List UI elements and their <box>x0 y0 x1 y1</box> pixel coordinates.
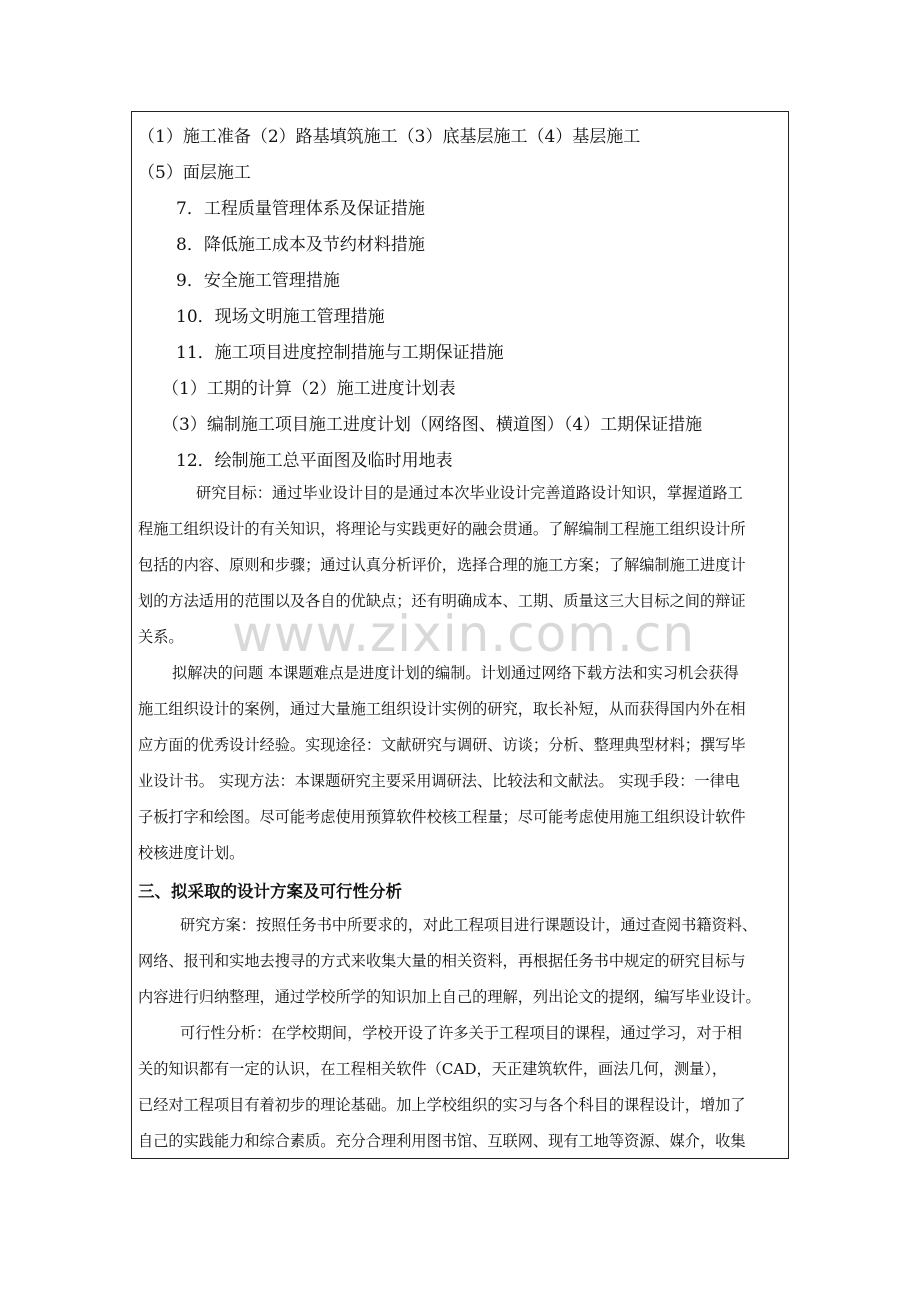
research-goal-line: 划的方法适用的范围以及各自的优缺点；还有明确成本、工期、质量这三大目标之间的辩证 <box>138 592 746 610</box>
plan-line: 网络、报刊和实地去搜寻的方式来收集大量的相关资料，再根据任务书中规定的研究目标与 <box>138 952 746 970</box>
outline-line: 10．现场文明施工管理措施 <box>176 307 385 327</box>
plan-line: 内容进行归纳整理，通过学校所学的知识加上自己的理解，列出论文的提纲，编写毕业设计。 <box>138 988 761 1006</box>
problems-line: 业设计书。 实现方法：本课题研究主要采用调研法、比较法和文献法。 实现手段：一律电 <box>138 772 740 790</box>
outline-line: 9．安全施工管理措施 <box>176 271 340 291</box>
outline-line: （1）施工准备（2）路基填筑施工（3）底基层施工（4）基层施工 <box>138 127 641 147</box>
outline-line: 11．施工项目进度控制措施与工期保证措施 <box>176 343 504 363</box>
outline-line: （3）编制施工项目施工进度计划（网络图、横道图）（4）工期保证措施 <box>162 415 703 435</box>
feasibility-line: 关的知识都有一定的认识，在工程相关软件（CAD，天正建筑软件，画法几何，测量）， <box>138 1060 728 1078</box>
problems-line: 施工组织设计的案例，通过大量施工组织设计实例的研究，取长补短，从而获得国内外在相 <box>138 700 746 718</box>
feasibility-line: 已经对工程项目有着初步的理论基础。加上学校组织的实习与各个科目的课程设计，增加了 <box>138 1096 746 1114</box>
problems-line: 子板打字和绘图。尽可能考虑使用预算软件校核工程量；尽可能考虑使用施工组织设计软件 <box>138 808 746 826</box>
outline-line: 12．绘制施工总平面图及临时用地表 <box>176 451 453 471</box>
research-goal-line: 研究目标：通过毕业设计目的是通过本次毕业设计完善道路设计知识，掌握道路工 <box>196 484 743 502</box>
feasibility-line: 可行性分析：在学校期间，学校开设了许多关于工程项目的课程，通过学习，对于相 <box>180 1024 742 1042</box>
research-goal-line: 包括的内容、原则和步骤；通过认真分析评价，选择合理的施工方案；了解编制施工进度计 <box>138 556 746 574</box>
watermark: www.zixin.com.cn <box>232 605 696 663</box>
outline-line: 8．降低施工成本及节约材料措施 <box>176 235 425 255</box>
problems-line: 校核进度计划。 <box>138 844 245 862</box>
research-goal-line: 程施工组织设计的有关知识，将理论与实践更好的融会贯通。了解编制工程施工组织设计所 <box>138 520 746 538</box>
outline-line: （1）工期的计算（2）施工进度计划表 <box>162 379 456 399</box>
outline-line: （5）面层施工 <box>138 163 251 183</box>
plan-line: 研究方案：按照任务书中所要求的，对此工程项目进行课题设计，通过查阅书籍资料、 <box>180 916 758 934</box>
problems-line: 拟解决的问题 本课题难点是进度计划的编制。计划通过网络下载方法和实习机会获得 <box>172 664 739 682</box>
section-title: 三、拟采取的设计方案及可行性分析 <box>138 882 402 901</box>
feasibility-line: 自己的实践能力和综合素质。充分合理利用图书馆、互联网、现有工地等资源、媒介，收集 <box>138 1132 746 1150</box>
outline-line: 7．工程质量管理体系及保证措施 <box>176 199 425 219</box>
research-goal-line: 关系。 <box>138 628 184 646</box>
problems-line: 应方面的优秀设计经验。实现途径：文献研究与调研、访谈；分析、整理典型材料；撰写毕 <box>138 736 746 754</box>
